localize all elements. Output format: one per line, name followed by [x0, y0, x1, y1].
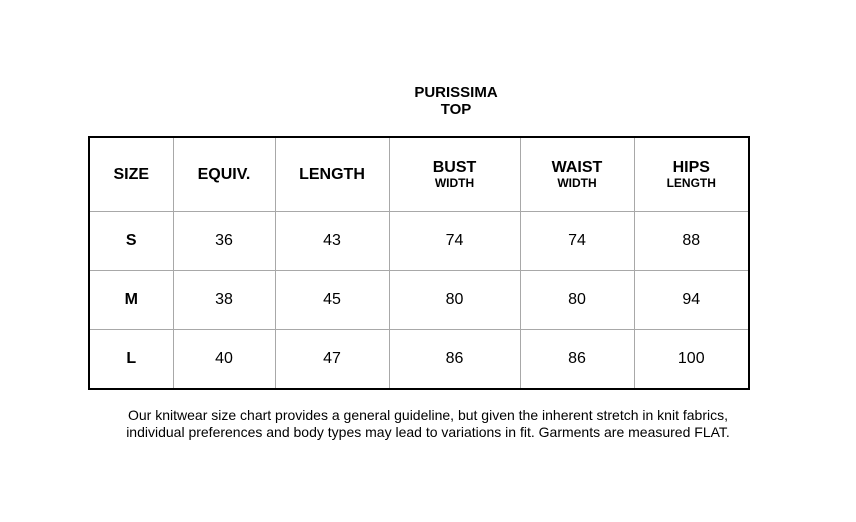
waist-cell: 74 [520, 212, 634, 271]
hips-cell: 88 [634, 212, 749, 271]
table-header-row [89, 137, 749, 212]
hips-cell: 94 [634, 271, 749, 330]
title-line-2: TOP [440, 101, 472, 118]
equiv-cell: 38 [173, 271, 275, 330]
fit-disclaimer [60, 407, 796, 441]
equiv-cell: 36 [173, 212, 275, 271]
header-sublabel: WIDTH [557, 176, 597, 190]
length-cell: 45 [275, 271, 389, 330]
header-hips [634, 137, 749, 212]
header-sublabel: WIDTH [434, 176, 475, 190]
bust-cell: 74 [389, 212, 520, 271]
header-label: LENGTH [299, 166, 365, 183]
size-chart-table [88, 136, 750, 390]
title-line-1: PURISSIMA [414, 84, 498, 101]
size-cell: S [89, 212, 173, 271]
header-size [89, 137, 173, 212]
length-cell: 47 [275, 330, 389, 390]
size-cell: L [89, 330, 173, 390]
header-label: EQUIV. [197, 166, 251, 183]
header-bust [389, 137, 520, 212]
header-label: SIZE [113, 166, 150, 183]
header-label: HIPS [672, 159, 710, 176]
hips-cell: 100 [634, 330, 749, 390]
header-sublabel: LENGTH [666, 176, 716, 190]
bust-cell: 86 [389, 330, 520, 390]
footnote-line-2: individual preferences and body types may lead to variations in fit. Garments are measured FLAT. [126, 424, 730, 440]
table-row [89, 271, 749, 330]
header-label: WAIST [551, 159, 603, 176]
waist-cell: 80 [520, 271, 634, 330]
size-cell: M [89, 271, 173, 330]
bust-cell: 80 [389, 271, 520, 330]
header-length [275, 137, 389, 212]
header-label: BUST [432, 159, 477, 176]
header-equiv [173, 137, 275, 212]
table-row [89, 212, 749, 271]
page-title [356, 84, 556, 118]
length-cell: 43 [275, 212, 389, 271]
equiv-cell: 40 [173, 330, 275, 390]
header-waist [520, 137, 634, 212]
footnote-line-1: Our knitwear size chart provides a general guideline, but given the inherent stretch in knit fabrics, [128, 407, 728, 423]
waist-cell: 86 [520, 330, 634, 390]
table-row [89, 330, 749, 390]
